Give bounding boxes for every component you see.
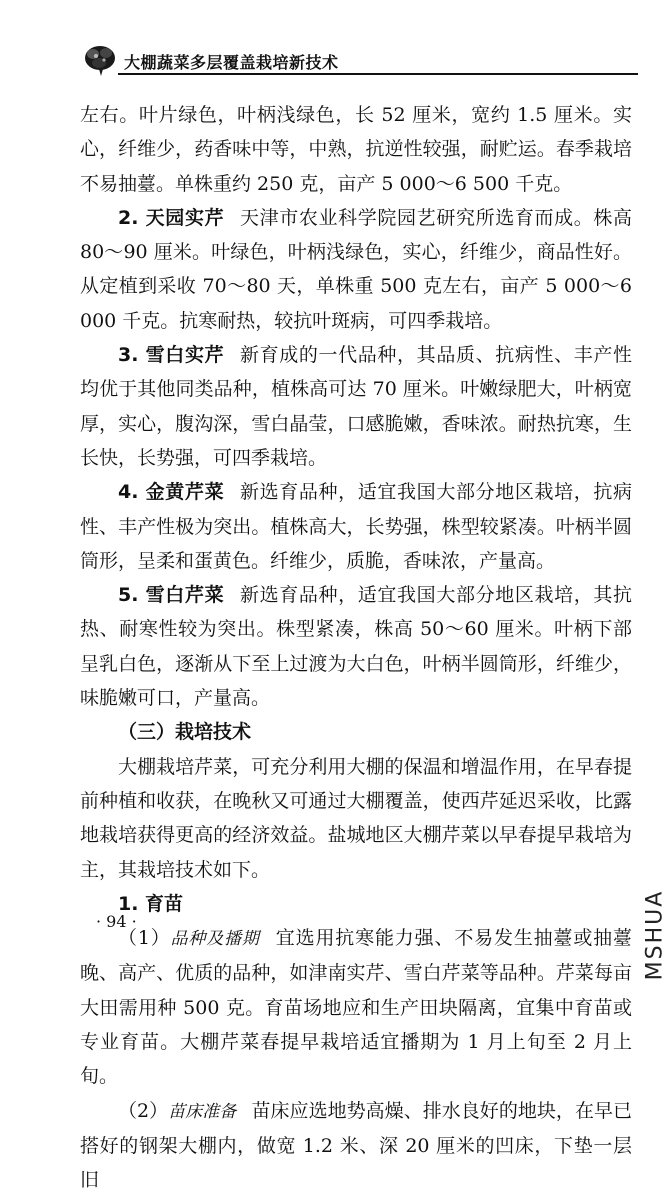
variety-description: 新选育品种，适宜我国大部分地区栽培，其抗热、耐寒性较为突出。株型紧凑，株高 50～60 厘米。叶柄下部呈乳白色，逐渐从下至上过渡为大白色，叶柄半圆筒形，纤维少，味脆嫩可口，产量高。 [80, 584, 632, 710]
step-heading: 苗床准备 [168, 1101, 237, 1122]
watermark [640, 880, 670, 990]
variety-heading: 2. 天园实芹 [118, 206, 225, 229]
variety-heading: 3. 雪白实芹 [118, 344, 225, 367]
step-description: 苗床应选地势高燥、排水良好的地块，在早已搭好的钢架大棚内，做宽 1.2 米、深 20 厘米的凹床，下垫一层旧 [80, 1099, 632, 1192]
paragraph-text: 左右。叶片绿色，叶柄浅绿色，长 52 厘米，宽约 1.5 厘米。实心，纤维少，药香味中等，中熟，抗逆性较强，耐贮运。春季栽培不易抽薹。单株重约 250 克，亩产 5 000～6 500 千克。 [80, 104, 632, 195]
watermark-text: MSHUA [642, 889, 668, 981]
step-number: （1） [118, 927, 171, 950]
variety-paragraph-3 [80, 338, 632, 475]
variety-description: 新育成的一代品种，其品质、抗病性、丰产性均优于其他同类品种，植株高可达 70 厘米。叶嫩绿肥大，叶柄宽厚，实心，腹沟深，雪白晶莹，口感脆嫩，香味浓。耐热抗寒，生长快，长势强，可四季栽培。 [80, 344, 632, 469]
section-intro-paragraph: 大棚栽培芹菜，可充分利用大棚的保温和增温作用，在早春提前种植和收获，在晚秋又可通过大棚覆盖，使西芹延迟采收，比露地栽培获得更高的经济效益。盐城地区大棚芹菜以早春提早栽培为主，其栽培技术如下。 [80, 755, 632, 881]
variety-description: 新选育品种，适宜我国大部分地区栽培，抗病性、丰产性极为突出。植株高大，长势强，株型较紧凑。叶柄半圆筒形，呈柔和蛋黄色。纤维少，质脆，香味浓，产量高。 [80, 481, 632, 572]
step-description: 宜选用抗寒能力强、不易发生抽薹或抽薹晚、高产、优质的品种，如津南实芹、雪白芹菜等品种。芹菜每亩大田需用种 500 克。育苗场地应和生产田块隔离，宜集中育苗或专业育苗。大棚芹菜春提早栽培适宜播期为 1 月上旬至 2 月上旬。 [80, 927, 632, 1088]
vegetable-logo-icon [82, 42, 118, 76]
step-paragraph-1 [80, 921, 632, 1093]
step-number: （2） [118, 1099, 169, 1122]
variety-heading: 4. 金黄芹菜 [118, 481, 225, 504]
variety-paragraph-2 [80, 201, 632, 338]
page-body [80, 98, 632, 1198]
variety-paragraph-4 [80, 475, 632, 578]
running-header [78, 42, 638, 82]
step-paragraph-2 [80, 1094, 632, 1198]
page-number: · 94 · [96, 912, 137, 931]
step-heading: 品种及播期 [170, 929, 260, 950]
variety-paragraph-5 [80, 578, 632, 715]
variety-heading: 5. 雪白芹菜 [118, 584, 225, 607]
subsection-heading: 1. 育苗 [118, 892, 184, 915]
section-heading: （三）栽培技术 [118, 721, 252, 744]
book-title: 大棚蔬菜多层覆盖栽培新技术 [124, 53, 339, 72]
header-rule [118, 73, 638, 75]
paragraph-continued [80, 98, 632, 201]
variety-description: 天津市农业科学院园艺研究所选育而成。株高 80～90 厘米。叶绿色，叶柄浅绿色，实心，纤维少，商品性好。从定植到采收 70～80 天，单株重 500 克左右，亩产 5 000～6 000 千克。抗寒耐热，较抗叶斑病，可四季栽培。 [80, 206, 632, 332]
